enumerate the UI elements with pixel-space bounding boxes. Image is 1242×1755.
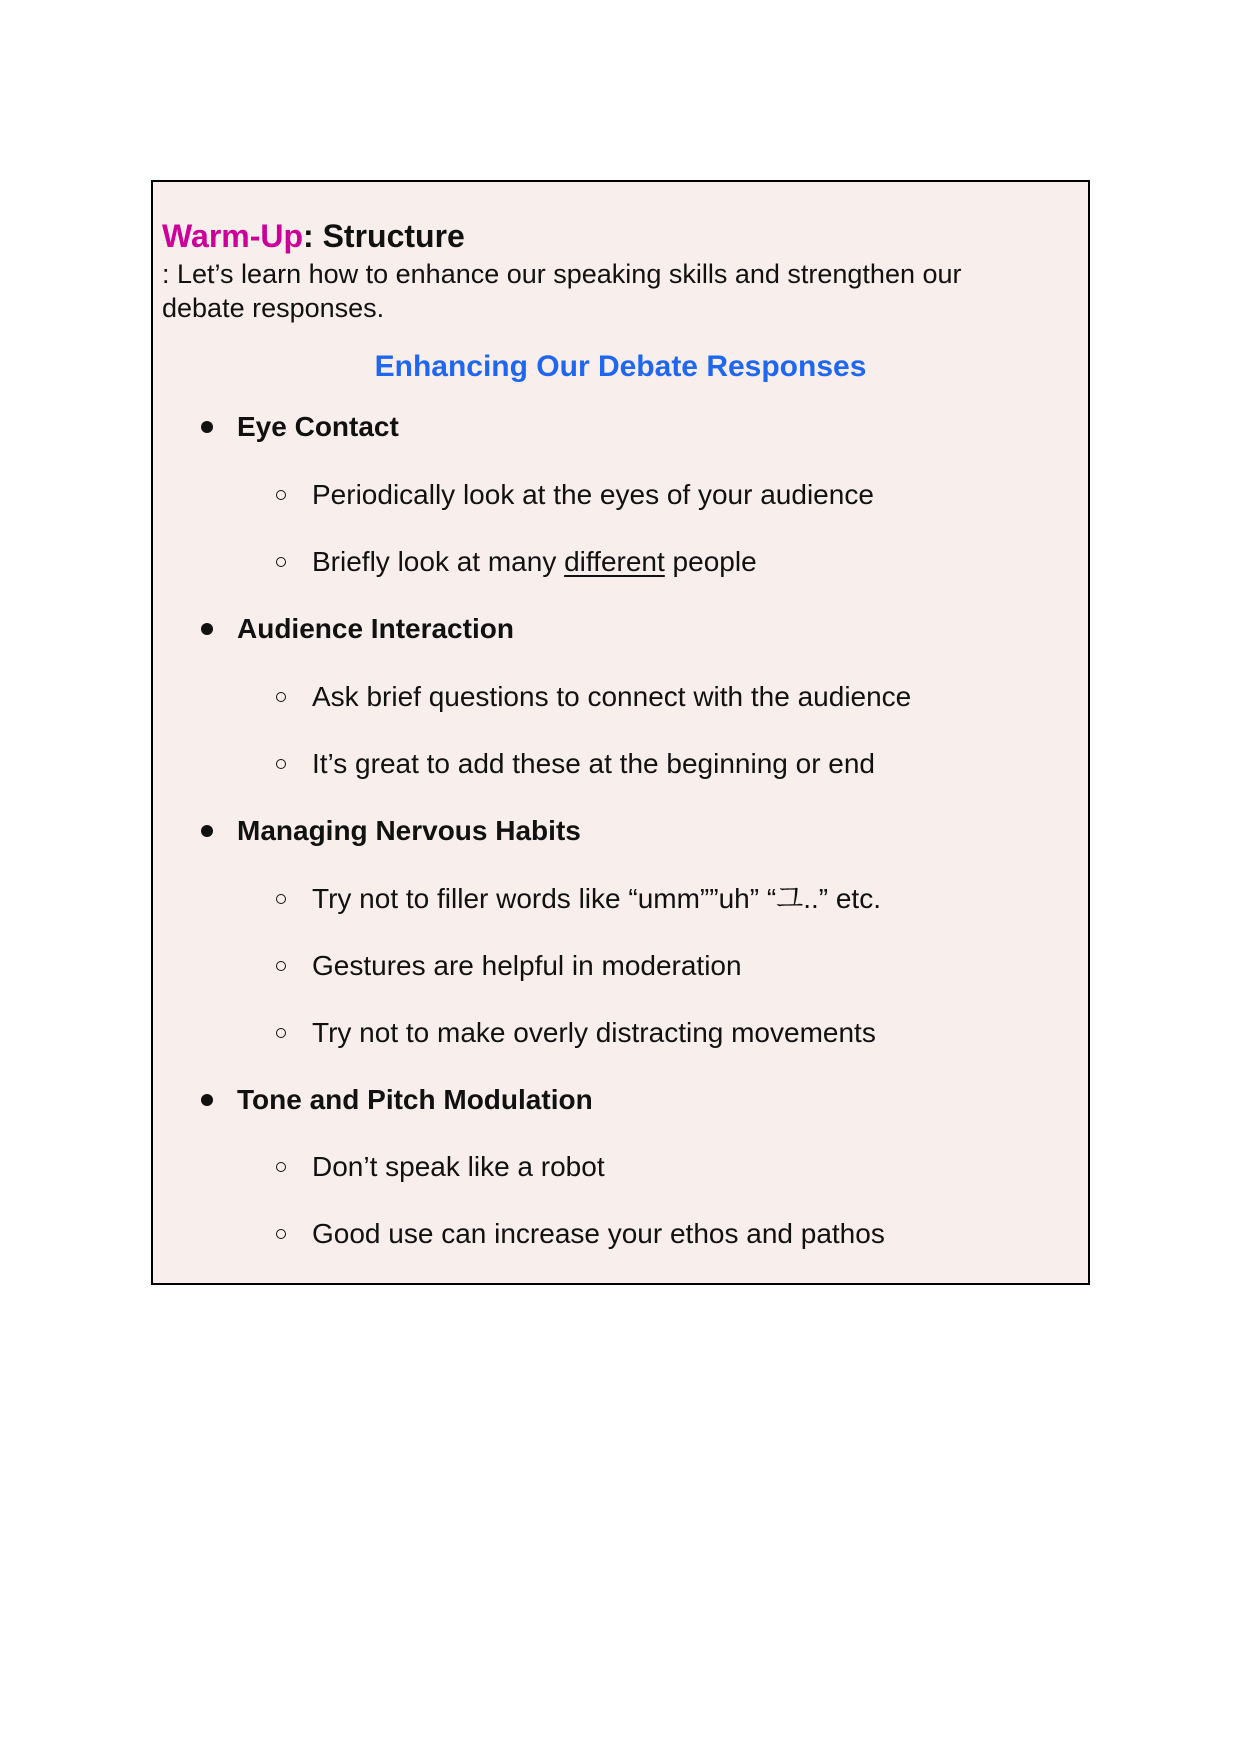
title-rest: : Structure bbox=[303, 218, 465, 254]
list-item: Ask brief questions to connect with the audience bbox=[312, 681, 912, 712]
underlined-word: different bbox=[564, 546, 665, 577]
bullet-disc-icon bbox=[201, 825, 213, 837]
list-item-text-after: people bbox=[664, 546, 757, 577]
section-heading: Enhancing Our Debate Responses bbox=[374, 350, 867, 383]
bullet-circle-icon bbox=[276, 490, 286, 500]
list-item: Good use can increase your ethos and pathos bbox=[312, 1218, 885, 1249]
section-title-audience-interaction: Audience Interaction bbox=[237, 613, 514, 644]
bullet-circle-icon bbox=[276, 557, 286, 567]
title-accent: Warm-Up bbox=[162, 218, 304, 254]
list-item: Try not to make overly distracting movements bbox=[312, 1017, 876, 1048]
list-item-text-before: Briefly look at many bbox=[312, 546, 565, 577]
bullet-circle-icon bbox=[276, 759, 286, 769]
description-line-1: : Let’s learn how to enhance our speaking skills and strengthen our bbox=[162, 259, 962, 289]
list-item: Try not to filler words like “umm””uh” “그..” etc. bbox=[312, 883, 881, 914]
list-item bbox=[312, 548, 757, 576]
description-line-2: debate responses. bbox=[162, 293, 385, 323]
section-title-tone-and-pitch: Tone and Pitch Modulation bbox=[237, 1084, 593, 1115]
bullet-circle-icon bbox=[276, 692, 286, 702]
bullet-circle-icon bbox=[276, 961, 286, 971]
list-item: Don’t speak like a robot bbox=[312, 1151, 605, 1182]
warm-up-box bbox=[151, 180, 1090, 1285]
bullet-circle-icon bbox=[276, 1229, 286, 1239]
section-title-eye-contact: Eye Contact bbox=[237, 411, 399, 442]
list-item: It’s great to add these at the beginning or end bbox=[312, 748, 876, 779]
bullet-disc-icon bbox=[201, 421, 213, 433]
bullet-circle-icon bbox=[276, 1028, 286, 1038]
list-item: Periodically look at the eyes of your audience bbox=[312, 479, 874, 510]
bullet-circle-icon bbox=[276, 1162, 286, 1172]
page-title bbox=[162, 220, 465, 252]
bullet-disc-icon bbox=[201, 623, 213, 635]
section-title-managing-nervous-habits: Managing Nervous Habits bbox=[237, 815, 581, 846]
bullet-circle-icon bbox=[276, 894, 286, 904]
bullet-disc-icon bbox=[201, 1094, 213, 1106]
list-item: Gestures are helpful in moderation bbox=[312, 950, 742, 981]
